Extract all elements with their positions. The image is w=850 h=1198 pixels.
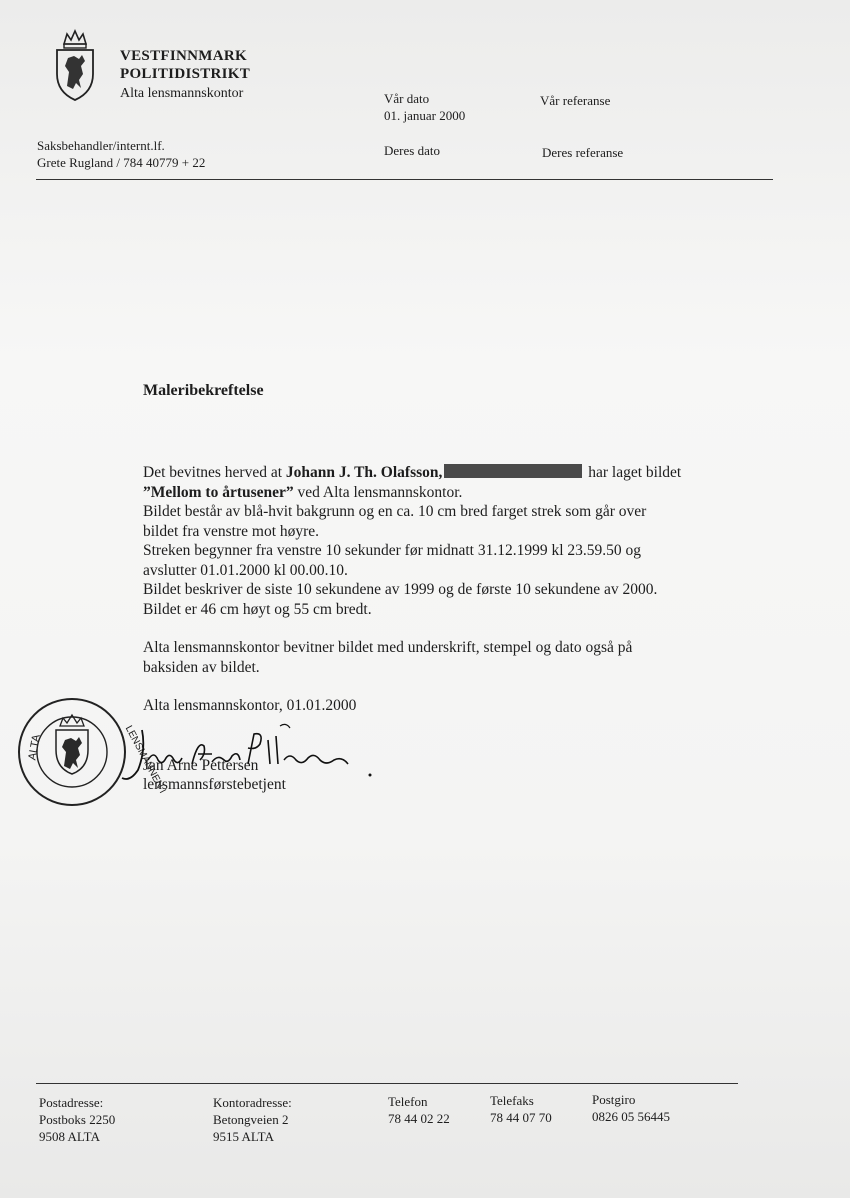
stamp-text-right: LENSMANNEN I xyxy=(122,723,168,796)
body-line-7: Bildet beskriver de siste 10 sekundene av 1999 og de første 10 sekundene av 2000. xyxy=(143,581,658,598)
body-line-3: Bildet består av blå-hvit bakgrunn og en ca. 10 cm bred farget strek som går over xyxy=(143,503,647,520)
body-prefix: Det bevitnes herved at xyxy=(143,464,286,481)
post-line1: Postboks 2250 xyxy=(39,1112,116,1127)
body-suffix: har laget bildet xyxy=(584,464,682,481)
org-name-line3: Alta lensmannskontor xyxy=(120,86,244,101)
signer-name: Jan Arne Pettersen xyxy=(143,756,259,774)
official-stamp-icon xyxy=(16,696,168,808)
body-line-6: avslutter 01.01.2000 kl 00.00.10. xyxy=(143,561,348,579)
post-label: Postadresse: xyxy=(39,1095,104,1110)
org-name-line2: POLITIDISTRIKT xyxy=(120,66,251,82)
saksbehandler-value: Grete Rugland / 784 40779 + 22 xyxy=(37,155,206,170)
footer-post xyxy=(39,1094,115,1145)
body-p2-line-2: baksiden av bildet. xyxy=(143,658,260,676)
header-divider xyxy=(36,179,773,180)
body-p2-line-1: Alta lensmannskontor bevitner bildet med underskrift, stempel og dato også på xyxy=(143,639,633,656)
artist-name: Johann J. Th. Olafsson, xyxy=(285,464,443,481)
deres-dato-label: Deres dato xyxy=(384,143,440,158)
telefaks-label: Telefaks xyxy=(490,1093,534,1108)
kontor-line2: 9515 ALTA xyxy=(213,1129,274,1144)
lion-crest-icon xyxy=(52,28,98,102)
place-date: Alta lensmannskontor, 01.01.2000 xyxy=(143,697,357,714)
stamp-text-left: ALTA xyxy=(26,733,43,762)
var-dato-label: Vår dato xyxy=(384,91,430,106)
signer-title: lensmannsførstebetjent xyxy=(143,776,286,793)
var-referanse-label: Vår referanse xyxy=(540,93,611,108)
footer-telefon xyxy=(388,1093,450,1127)
deres-referanse-label: Deres referanse xyxy=(542,145,624,160)
org-name-line1: VESTFINNMARK xyxy=(120,48,247,64)
redaction-bar xyxy=(444,464,582,478)
saksbehandler-label: Saksbehandler/internt.lf. xyxy=(37,138,165,153)
footer-kontor xyxy=(213,1094,292,1145)
work-suffix: ved Alta lensmannskontor. xyxy=(293,483,463,501)
footer-postgiro xyxy=(592,1091,670,1125)
body-line-5: Streken begynner fra venstre 10 sekunder før midnatt 31.12.1999 kl 23.59.50 og xyxy=(143,542,642,559)
kontor-line1: Betongveien 2 xyxy=(213,1112,289,1127)
footer-divider xyxy=(36,1083,738,1084)
letter-title: Maleribekreftelse xyxy=(143,382,264,399)
body-line-2 xyxy=(143,483,753,503)
postgiro-label: Postgiro xyxy=(592,1092,636,1107)
signature-scribble xyxy=(120,720,360,780)
footer-telefaks xyxy=(490,1092,552,1126)
post-line2: 9508 ALTA xyxy=(39,1129,100,1144)
telefon-value: 78 44 02 22 xyxy=(388,1111,450,1126)
postgiro-value: 0826 05 56445 xyxy=(592,1109,670,1124)
body-line-4: bildet fra venstre mot høyre. xyxy=(143,522,320,540)
var-dato-value: 01. januar 2000 xyxy=(384,108,466,123)
body-line-8: Bildet er 46 cm høyt og 55 cm bredt. xyxy=(143,600,372,618)
body-line-1 xyxy=(143,463,753,483)
work-title: ”Mellom to årtusener” xyxy=(143,483,294,501)
kontor-label: Kontoradresse: xyxy=(213,1095,292,1110)
telefaks-value: 78 44 07 70 xyxy=(490,1110,552,1125)
telefon-label: Telefon xyxy=(388,1094,428,1109)
